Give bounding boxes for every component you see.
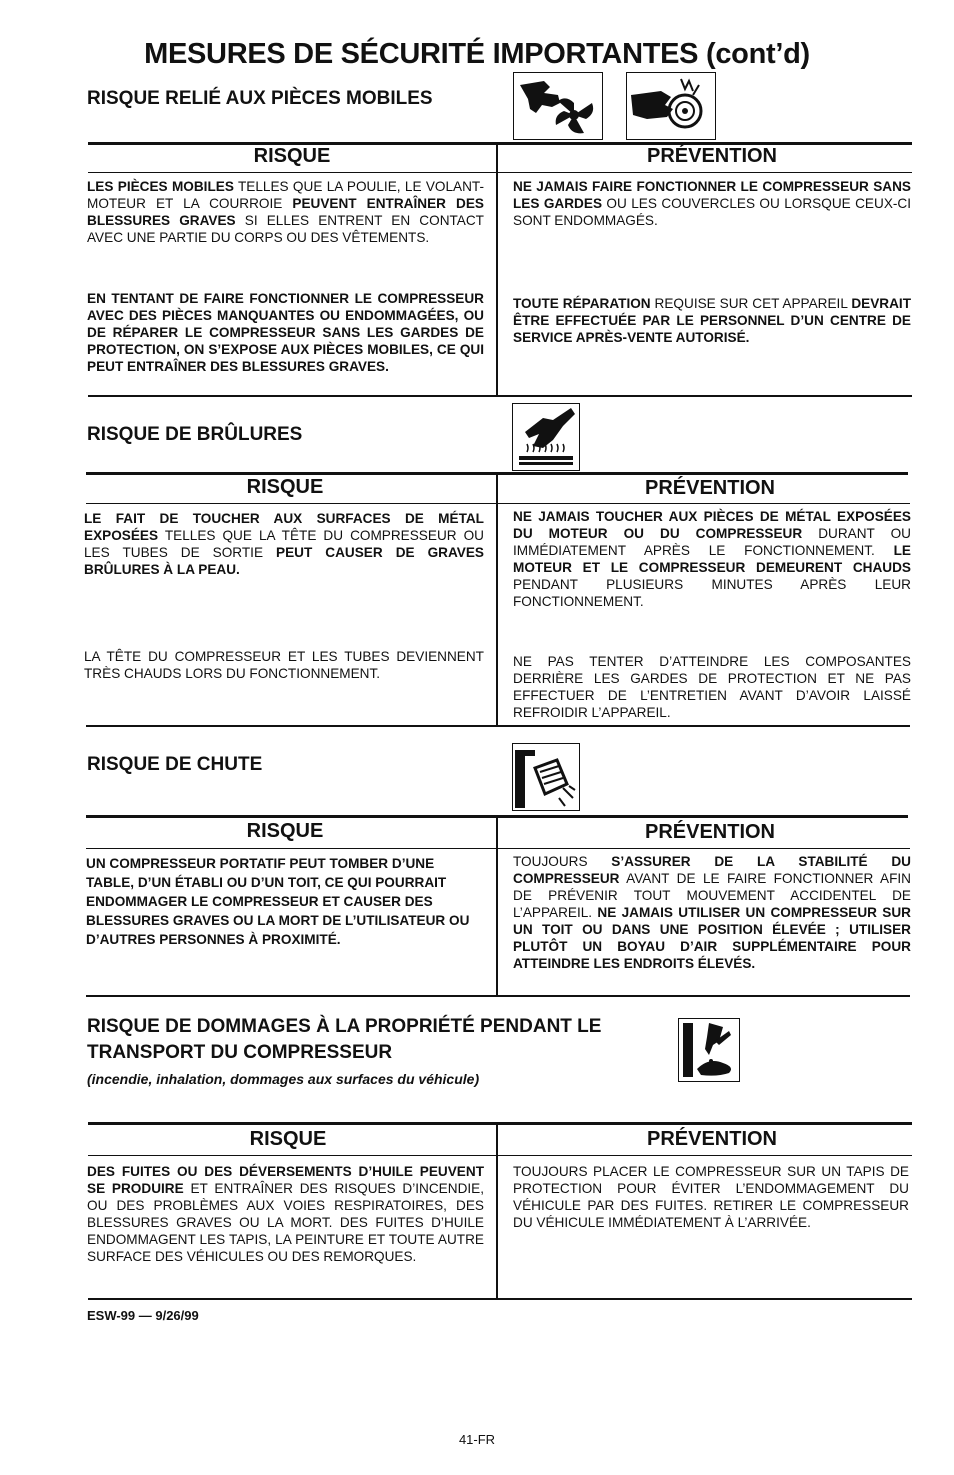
column-divider <box>496 474 498 726</box>
hand-pulley-icon <box>626 72 716 140</box>
prevention-cell: TOUTE RÉPARATION REQUISE SUR CET APPAREIL DEVRAIT ÊTRE EFFECTUÉE PAR LE PERSONNEL D’UN CENTRE DE SERVICE APRÈS-VENTE AUTORISÉ. <box>513 296 911 345</box>
section-title-property-damage: RISQUE DE DOMMAGES À LA PROPRIÉTÉ PENDANT LE TRANSPORT DU COMPRESSEUR <box>87 1016 602 1063</box>
page-title: MESURES DE SÉCURITÉ IMPORTANTES (cont’d) <box>144 38 810 70</box>
column-header-prevention: PRÉVENTION <box>644 477 776 499</box>
header-rule <box>88 1155 912 1156</box>
prevention-cell: NE PAS TENTER D’ATTEINDRE LES COMPOSANTES DERRIÈRE LES GARDES DE PROTECTION ET NE PAS EFFECTUER DE L’ENTRETIEN AVANT D’AVOIR LAISSÉ REFROIDIR L’APPAREIL. <box>513 654 911 720</box>
section-title-fall: RISQUE DE CHUTE <box>87 754 263 775</box>
column-header-risque: RISQUE <box>249 1128 327 1150</box>
table-bottom-rule <box>88 395 912 397</box>
risque-cell: LA TÊTE DU COMPRESSEUR ET LES TUBES DEVIENNENT TRÈS CHAUDS LORS DU FONCTIONNEMENT. <box>84 649 484 681</box>
column-divider <box>496 818 498 996</box>
risque-cell: DES FUITES OU DES DÉVERSEMENTS D’HUILE PEUVENT SE PRODUIRE ET ENTRAÎNER DES RISQUES D’INCENDIE, OU DES PROBLÈMES AUX VOIES RESPIRATOIRES, DES BLESSURES GRAVES OU LA MORT. DES FUITES D’HUILE ENDOMMAGENT LES TAPIS, LA PEINTURE ET TOUTE AUTRE SURFACE DES VÉHICULES OU DES REMORQUES. <box>87 1164 485 1264</box>
table-bottom-rule <box>86 995 910 997</box>
risque-cell: EN TENTANT DE FAIRE FONCTIONNER LE COMPRESSEUR AVEC DES PIÈCES MANQUANTES OU ENDOMMAGÉES, OU DE RÉPARER LE COMPRESSEUR SANS LES GARDES DE PROTECTION, ON S’EXPOSE AUX PIÈCES MOBILES, CE QUI PEUT ENTRAÎNER DES BLESSURES GRAVES. <box>87 291 484 374</box>
header-rule <box>86 848 910 849</box>
column-header-prevention: PRÉVENTION <box>646 1128 778 1150</box>
hot-surface-hand-icon <box>512 403 580 471</box>
risque-cell: LE FAIT DE TOUCHER AUX SURFACES DE MÉTAL EXPOSÉES TELLES QUE LA TÊTE DU COMPRESSEUR OU LES TUBES DE SORTIE PEUT CAUSER DE GRAVES BRÛLURES À LA PEAU. <box>84 511 484 577</box>
risque-cell: LES PIÈCES MOBILES TELLES QUE LA POULIE, LE VOLANT-MOTEUR ET LA COURROIE PEUVENT ENTRAÎNER DES BLESSURES GRAVES SI ELLES ENTRENT EN CONTACT AVEC UNE PARTIE DU CORPS OU DES VÊTEMENTS. <box>87 179 484 245</box>
column-header-risque: RISQUE <box>246 820 324 842</box>
table-top-rule <box>88 1122 912 1125</box>
falling-compressor-icon <box>512 743 580 811</box>
section-subtitle: (incendie, inhalation, dommages aux surfaces du véhicule) <box>87 1071 480 1087</box>
risque-cell: UN COMPRESSEUR PORTATIF PEUT TOMBER D’UNE TABLE, D’UN ÉTABLI OU D’UN TOIT, CE QUI POURRAIT ENDOMMAGER LE COMPRESSEUR ET CAUSER DES BLESSURES GRAVES OU LA MORT DE L’UTILISATEUR OU D’AUTRES PERSONNES À PROXIMITÉ. <box>86 856 470 947</box>
table-bottom-rule <box>86 725 910 727</box>
column-header-prevention: PRÉVENTION <box>644 821 776 843</box>
column-header-prevention: PRÉVENTION <box>646 145 778 167</box>
section-title-moving-parts: RISQUE RELIÉ AUX PIÈCES MOBILES <box>87 88 433 109</box>
table-bottom-rule <box>88 1298 912 1300</box>
column-divider <box>496 1124 498 1299</box>
prevention-cell: NE JAMAIS TOUCHER AUX PIÈCES DE MÉTAL EXPOSÉES DU MOTEUR OU DU COMPRESSEUR DURANT OU IMMÉDIATEMENT APRÈS LE FONCTIONNEMENT. LE MOTEUR ET LE COMPRESSEUR DEMEURENT CHAUDS PENDANT PLUSIEURS MINUTES APRÈS LEUR FONCTIONNEMENT. <box>513 509 912 609</box>
header-rule <box>88 172 912 173</box>
section-title-burns: RISQUE DE BRÛLURES <box>87 424 303 445</box>
column-header-risque: RISQUE <box>253 145 331 167</box>
prevention-cell: NE JAMAIS FAIRE FONCTIONNER LE COMPRESSEUR SANS LES GARDES OU LES COUVERCLES OU LORSQUE CEUX-CI SONT ENDOMMAGÉS. <box>513 179 912 228</box>
document-code: ESW-99 — 9/26/99 <box>87 1308 199 1323</box>
hand-fan-icon <box>513 72 603 140</box>
prevention-cell: TOUJOURS PLACER LE COMPRESSEUR SUR UN TAPIS DE PROTECTION POUR ÉVITER L’ENDOMMAGEMENT DU VÉHICULE PAR DES FUITES. RETIRER LE COMPRESSEUR DU VÉHICULE IMMÉDIATEMENT À L’ARRIVÉE. <box>513 1164 909 1230</box>
oil-spill-icon <box>678 1018 740 1082</box>
column-header-risque: RISQUE <box>246 476 324 498</box>
page-number: 41-FR <box>458 1432 496 1447</box>
header-rule <box>86 503 910 504</box>
column-divider <box>496 144 498 396</box>
prevention-cell: TOUJOURS S’ASSURER DE LA STABILITÉ DU COMPRESSEUR AVANT DE LE FAIRE FONCTIONNER AFIN DE PRÉVENIR TOUT MOUVEMENT ACCIDENTEL DE L’APPAREIL. NE JAMAIS UTILISER UN COMPRESSEUR SUR UN TOIT OU DANS UNE POSITION ÉLEVÉE ; UTILISER PLUTÔT UN BOYAU D’AIR SUPPLÉMENTAIRE POUR ATTEINDRE LES ENDROITS ÉLEVÉS. <box>513 854 911 971</box>
